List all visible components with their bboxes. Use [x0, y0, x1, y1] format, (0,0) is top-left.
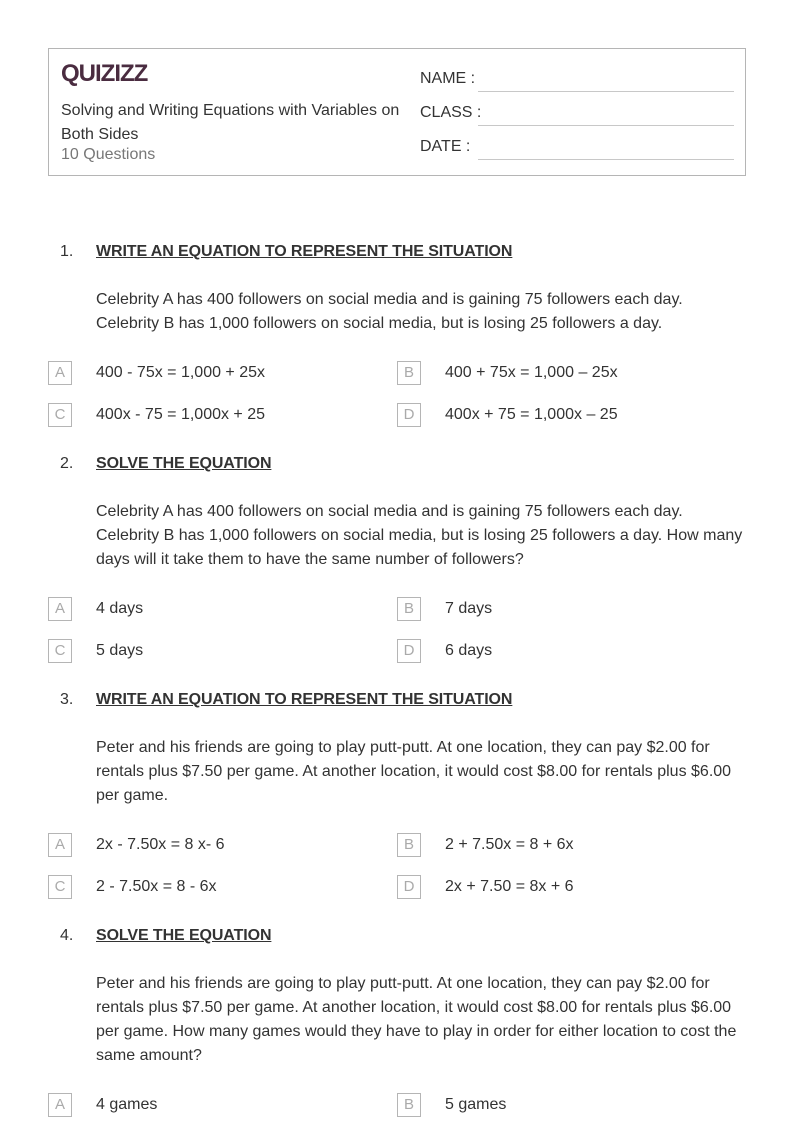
class-field	[420, 101, 740, 125]
option-text: 2x - 7.50x = 8 x- 6	[96, 836, 225, 853]
option-c[interactable]	[48, 403, 388, 427]
option-letter-box: B	[397, 833, 421, 857]
option-text: 2 + 7.50x = 8 + 6x	[445, 836, 574, 853]
option-letter-box: B	[397, 597, 421, 621]
option-a[interactable]	[48, 1093, 388, 1117]
name-field	[420, 67, 740, 91]
question-number: 2.	[60, 455, 74, 472]
option-d[interactable]	[397, 875, 737, 899]
question-text: Peter and his friends are going to play putt-putt. At one location, they can pay $2.00 for rentals plus $7.50 per game. At another location, it would cost $8.00 for rentals plus $6.00 per game.	[96, 739, 732, 804]
option-text: 5 days	[96, 642, 144, 659]
option-text: 5 games	[445, 1096, 507, 1113]
option-letter-box: A	[48, 833, 72, 857]
class-label: CLASS :	[420, 104, 482, 121]
option-text: 2x + 7.50 = 8x + 6	[445, 878, 574, 895]
option-c[interactable]	[48, 639, 388, 663]
question-number: 1.	[60, 243, 74, 260]
option-text: 400 - 75x = 1,000 + 25x	[96, 364, 266, 381]
date-line[interactable]	[478, 159, 734, 160]
option-letter-box: B	[397, 361, 421, 385]
option-letter-box: A	[48, 597, 72, 621]
option-letter-box: D	[397, 875, 421, 899]
option-text: 2 - 7.50x = 8 - 6x	[96, 878, 217, 895]
option-text: 7 days	[445, 600, 493, 617]
question-heading: SOLVE THE EQUATION	[96, 455, 272, 472]
question-heading: WRITE AN EQUATION TO REPRESENT THE SITUATION	[96, 243, 513, 260]
quizizz-logo	[61, 59, 153, 87]
option-a[interactable]	[48, 597, 388, 621]
question-heading: WRITE AN EQUATION TO REPRESENT THE SITUATION	[96, 691, 513, 708]
question-number: 3.	[60, 691, 74, 708]
option-text: 4 games	[96, 1096, 158, 1113]
question-text: Peter and his friends are going to play putt-putt. At one location, they can pay $2.00 for rentals plus $7.50 per game. At another location, it would cost $8.00 for rentals plus $6.00 per game. How many games would they have to play in order for either location to cost the same amount?	[96, 975, 737, 1064]
option-b[interactable]	[397, 597, 737, 621]
option-text: 400x + 75 = 1,000x – 25	[445, 406, 618, 423]
option-c[interactable]	[48, 875, 388, 899]
option-b[interactable]	[397, 1093, 737, 1117]
quizizz-logo-icon	[61, 59, 153, 87]
option-letter-box: C	[48, 639, 72, 663]
date-field	[420, 135, 740, 159]
question-count: 10 Questions	[61, 146, 156, 163]
option-text: 400x - 75 = 1,000x + 25	[96, 406, 266, 423]
name-line[interactable]	[478, 91, 734, 92]
option-d[interactable]	[397, 639, 737, 663]
option-d[interactable]	[397, 403, 737, 427]
logo-wordmark: QUIZIZZ	[61, 60, 148, 87]
name-label: NAME :	[420, 70, 476, 87]
worksheet-title: Solving and Writing Equations with Variables on Both Sides	[61, 102, 400, 143]
question-text: Celebrity A has 400 followers on social media and is gaining 75 followers each day. Celebrity B has 1,000 followers on social media, but is losing 25 followers a day. How many days will it take them to have the same number of followers?	[96, 503, 743, 568]
question-text: Celebrity A has 400 followers on social media and is gaining 75 followers each day. Celebrity B has 1,000 followers on social media, but is losing 25 followers a day.	[96, 291, 683, 332]
option-a[interactable]	[48, 833, 388, 857]
option-b[interactable]	[397, 361, 737, 385]
question-heading: SOLVE THE EQUATION	[96, 927, 272, 944]
question-number: 4.	[60, 927, 74, 944]
option-text: 400 + 75x = 1,000 – 25x	[445, 364, 618, 381]
class-line[interactable]	[478, 125, 734, 126]
option-a[interactable]	[48, 361, 388, 385]
option-b[interactable]	[397, 833, 737, 857]
option-letter-box: D	[397, 639, 421, 663]
option-text: 4 days	[96, 600, 144, 617]
worksheet-header	[48, 48, 746, 176]
option-letter-box: C	[48, 403, 72, 427]
date-label: DATE :	[420, 138, 471, 155]
option-letter-box: D	[397, 403, 421, 427]
option-letter-box: A	[48, 1093, 72, 1117]
option-text: 6 days	[445, 642, 493, 659]
option-letter-box: A	[48, 361, 72, 385]
option-letter-box: B	[397, 1093, 421, 1117]
option-letter-box: C	[48, 875, 72, 899]
